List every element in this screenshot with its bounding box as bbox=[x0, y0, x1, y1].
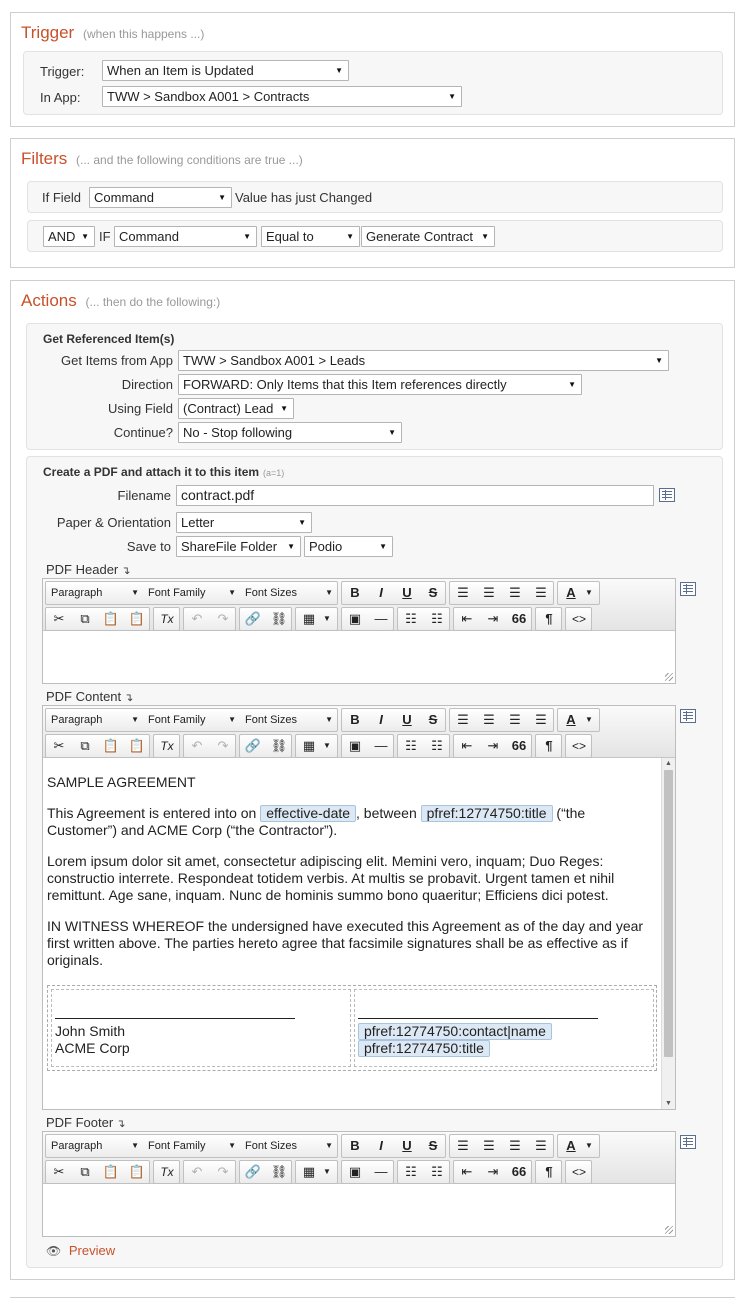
align-left-icon[interactable]: ☰ bbox=[457, 1138, 469, 1153]
align-left-icon[interactable]: ☰ bbox=[457, 712, 469, 727]
save-target-value: Podio bbox=[309, 539, 343, 554]
align-left-icon[interactable]: ☰ bbox=[457, 585, 469, 600]
paragraph-label: Paragraph bbox=[51, 1140, 103, 1152]
trigger-heading: Trigger bbox=[21, 23, 75, 42]
align-justify-icon[interactable]: ☰ bbox=[535, 1138, 547, 1153]
editor-body[interactable] bbox=[43, 1184, 675, 1236]
footer-field-picker-icon[interactable] bbox=[680, 1135, 696, 1149]
trigger-title bbox=[21, 23, 204, 43]
italic-button[interactable]: I bbox=[379, 712, 383, 727]
if-label: IF bbox=[99, 229, 111, 244]
condition-field-value: Command bbox=[119, 229, 179, 244]
chevron-down-icon[interactable]: ▼ bbox=[585, 588, 593, 597]
editor-scrollbar[interactable] bbox=[661, 758, 675, 1109]
paper-select[interactable] bbox=[176, 512, 312, 533]
get-app-value: TWW > Sandbox A001 > Leads bbox=[183, 353, 366, 368]
link-icon[interactable]: 🔗 bbox=[244, 738, 262, 753]
pdf-content-editor bbox=[42, 705, 676, 1110]
cut-icon[interactable]: ✂ bbox=[53, 1164, 65, 1179]
paragraph-1-text-c: (“the Customer”) and ACME Corp (“the Contractor”). bbox=[47, 805, 586, 838]
chevron-down-icon: ▼ bbox=[325, 588, 333, 597]
resize-handle-icon[interactable] bbox=[665, 1226, 673, 1234]
font-sizes-label: Font Sizes bbox=[245, 1140, 297, 1152]
resize-handle-icon[interactable] bbox=[665, 673, 673, 681]
chevron-down-icon: ▼ bbox=[81, 232, 89, 241]
trigger-label: Trigger: bbox=[40, 64, 85, 79]
condition-value-select[interactable] bbox=[361, 226, 495, 247]
list-group bbox=[397, 1160, 450, 1184]
app-label: In App: bbox=[40, 90, 81, 105]
filter-row-1 bbox=[27, 181, 723, 213]
bold-button[interactable]: B bbox=[350, 1138, 360, 1153]
preview-link[interactable] bbox=[46, 1243, 115, 1258]
direction-select[interactable] bbox=[178, 374, 582, 395]
scroll-down-icon[interactable]: ▼ bbox=[665, 1100, 672, 1107]
numbered-list-icon[interactable]: ☷ bbox=[431, 1164, 443, 1179]
eye-icon: 👁 bbox=[46, 1244, 62, 1258]
font-sizes-label: Font Sizes bbox=[245, 587, 297, 599]
bullet-list-icon[interactable]: ☷ bbox=[405, 1164, 417, 1179]
get-app-select[interactable] bbox=[178, 350, 669, 371]
scrollbar-thumb[interactable] bbox=[664, 770, 673, 1057]
code-icon[interactable]: <> bbox=[571, 612, 586, 626]
clear-format-icon[interactable]: Tx bbox=[160, 612, 174, 626]
format-group bbox=[45, 708, 338, 732]
filters-title bbox=[21, 149, 303, 169]
align-right-icon[interactable]: ☰ bbox=[509, 1138, 521, 1153]
align-right-icon[interactable]: ☰ bbox=[509, 585, 521, 600]
align-group bbox=[449, 708, 554, 732]
chevron-down-icon: ▼ bbox=[287, 542, 295, 551]
color-group bbox=[557, 581, 600, 605]
strikethrough-button[interactable]: S bbox=[428, 712, 438, 727]
signer-right-org bbox=[358, 1040, 490, 1057]
code-group bbox=[565, 607, 592, 631]
indent-group bbox=[453, 1160, 532, 1184]
pdf-content-label bbox=[46, 689, 133, 704]
history-group bbox=[183, 734, 236, 758]
pilcrow-group bbox=[535, 1160, 562, 1184]
bold-button[interactable]: B bbox=[350, 712, 360, 727]
redo-icon[interactable]: ↷ bbox=[217, 611, 229, 626]
pdf-footer-editor bbox=[42, 1131, 676, 1237]
align-center-icon[interactable]: ☰ bbox=[483, 585, 495, 600]
color-group bbox=[557, 708, 600, 732]
outdent-icon[interactable]: ⇤ bbox=[461, 611, 473, 626]
operator-value: Equal to bbox=[266, 229, 314, 244]
filters-subtitle: (... and the following conditions are true ...) bbox=[76, 153, 303, 167]
filter-row-2 bbox=[27, 220, 723, 252]
paragraph-1-text-a: This Agreement is entered into on bbox=[47, 805, 261, 821]
filter-field-value: Command bbox=[94, 190, 154, 205]
paragraph-label: Paragraph bbox=[51, 587, 103, 599]
paper-value: Letter bbox=[181, 515, 215, 530]
underline-button[interactable]: U bbox=[402, 585, 412, 600]
using-field-label: Using Field bbox=[107, 401, 173, 416]
pdf-footer-label bbox=[46, 1115, 125, 1130]
condition-value: Generate Contract bbox=[366, 229, 473, 244]
signer-right-name bbox=[358, 1023, 552, 1040]
outdent-icon[interactable]: ⇤ bbox=[461, 738, 473, 753]
pilcrow-icon[interactable]: ¶ bbox=[545, 738, 553, 753]
pilcrow-group bbox=[535, 734, 562, 758]
trigger-select-value: When an Item is Updated bbox=[107, 63, 254, 78]
clear-group bbox=[153, 607, 180, 631]
chevron-down-icon: ▼ bbox=[655, 356, 663, 365]
font-sizes-dropdown[interactable] bbox=[240, 583, 337, 603]
copy-icon[interactable]: ⧉ bbox=[80, 611, 90, 626]
continue-label: Continue? bbox=[113, 425, 173, 440]
text-style-group bbox=[341, 708, 446, 732]
next-panel-edge bbox=[10, 1297, 735, 1298]
underline-button[interactable]: U bbox=[402, 712, 412, 727]
get-app-label: Get Items from App bbox=[61, 353, 173, 368]
pdf-heading-text: Create a PDF and attach it to this item bbox=[43, 465, 260, 479]
copy-icon[interactable]: ⧉ bbox=[80, 738, 90, 753]
field-picker-icon[interactable] bbox=[659, 488, 675, 502]
chevron-down-icon: ▼ bbox=[228, 1141, 236, 1150]
indent-group bbox=[453, 607, 532, 631]
paragraph-1 bbox=[47, 805, 653, 839]
horizontal-rule-icon[interactable]: — bbox=[374, 1164, 388, 1179]
merge-tag[interactable]: effective-date bbox=[260, 805, 356, 822]
chevron-down-icon: ▼ bbox=[298, 518, 306, 527]
pdf-header-label-text: PDF Header bbox=[46, 562, 119, 577]
undo-icon[interactable]: ↶ bbox=[191, 1164, 203, 1179]
editor-toolbar bbox=[43, 706, 675, 758]
chevron-down-icon: ▼ bbox=[335, 66, 343, 75]
signature-cell-right bbox=[354, 989, 654, 1067]
scroll-up-icon[interactable]: ▲ bbox=[665, 760, 672, 767]
italic-button[interactable]: I bbox=[379, 1138, 383, 1153]
conjunction-value: AND bbox=[48, 229, 76, 244]
chevron-down-icon: ▼ bbox=[280, 404, 288, 413]
using-field-value: (Contract) Lead bbox=[183, 401, 274, 416]
cut-icon[interactable]: ✂ bbox=[53, 611, 65, 626]
link-group bbox=[239, 1160, 292, 1184]
signature-table[interactable] bbox=[47, 985, 657, 1071]
bold-button[interactable]: B bbox=[350, 585, 360, 600]
text-style-group bbox=[341, 1134, 446, 1158]
undo-icon[interactable]: ↶ bbox=[191, 738, 203, 753]
pilcrow-group bbox=[535, 607, 562, 631]
chevron-down-icon[interactable]: ▼ bbox=[585, 715, 593, 724]
font-sizes-dropdown[interactable] bbox=[240, 1136, 337, 1156]
pdf-heading-note: (a=1) bbox=[263, 468, 285, 478]
paste-text-icon[interactable]: 📋 bbox=[128, 738, 146, 753]
preview-label: Preview bbox=[68, 1243, 116, 1258]
font-sizes-label: Font Sizes bbox=[245, 714, 297, 726]
cut-icon[interactable]: ✂ bbox=[53, 738, 65, 753]
italic-button[interactable]: I bbox=[379, 585, 383, 600]
editor-body[interactable] bbox=[43, 758, 675, 1109]
format-group bbox=[45, 581, 338, 605]
font-family-dropdown[interactable] bbox=[143, 1136, 240, 1156]
merge-tag[interactable]: pfref:12774750:title bbox=[421, 805, 553, 822]
merge-tag[interactable]: pfref:12774750:contact|name bbox=[358, 1023, 552, 1040]
editor-body[interactable] bbox=[43, 631, 675, 683]
code-icon[interactable]: <> bbox=[571, 739, 586, 753]
header-field-picker-icon[interactable] bbox=[680, 582, 696, 596]
blockquote-icon[interactable]: 66 bbox=[511, 611, 527, 626]
paste-icon[interactable]: 📋 bbox=[102, 611, 120, 626]
chevron-down-icon: ▼ bbox=[131, 588, 139, 597]
document-title: SAMPLE AGREEMENT bbox=[47, 774, 196, 790]
app-select-value: TWW > Sandbox A001 > Contracts bbox=[107, 89, 310, 104]
paragraph-3: IN WITNESS WHEREOF the undersigned have executed this Agreement as of the day and year first written above. The parties hereto agree that facsimile signatures shall be as effective as if originals. bbox=[47, 918, 644, 968]
indent-icon[interactable]: ⇥ bbox=[487, 738, 499, 753]
font-family-label: Font Family bbox=[148, 714, 206, 726]
filename-label: Filename bbox=[117, 488, 171, 503]
if-field-label: If Field bbox=[42, 190, 82, 205]
chevron-down-icon[interactable]: ▼ bbox=[585, 1141, 593, 1150]
editor-toolbar bbox=[43, 579, 675, 631]
paragraph-dropdown[interactable] bbox=[46, 1136, 143, 1156]
unlink-icon[interactable]: ⛓ bbox=[270, 738, 288, 753]
code-group bbox=[565, 734, 592, 758]
clipboard-group bbox=[45, 734, 150, 758]
paragraph-label: Paragraph bbox=[51, 714, 103, 726]
save-to-select[interactable] bbox=[176, 536, 301, 557]
align-group bbox=[449, 581, 554, 605]
image-icon[interactable]: ▣ bbox=[348, 738, 362, 753]
trigger-select[interactable] bbox=[102, 60, 349, 81]
align-center-icon[interactable]: ☰ bbox=[483, 712, 495, 727]
undo-icon[interactable]: ↶ bbox=[191, 611, 203, 626]
actions-subtitle: (... then do the following:) bbox=[85, 295, 221, 309]
chevron-down-icon: ▼ bbox=[568, 380, 576, 389]
trigger-well bbox=[23, 51, 723, 115]
font-family-label: Font Family bbox=[148, 587, 206, 599]
history-group bbox=[183, 607, 236, 631]
pdf-footer-label-text: PDF Footer bbox=[46, 1115, 114, 1130]
chevron-down-icon: ▼ bbox=[228, 715, 236, 724]
actions-title bbox=[21, 291, 220, 311]
editor-toolbar bbox=[43, 1132, 675, 1184]
unlink-icon[interactable]: ⛓ bbox=[270, 611, 288, 626]
history-group bbox=[183, 1160, 236, 1184]
continue-value: No - Stop following bbox=[183, 425, 293, 440]
strikethrough-button[interactable]: S bbox=[428, 1138, 438, 1153]
direction-label: Direction bbox=[121, 377, 173, 392]
using-field-select[interactable] bbox=[178, 398, 294, 419]
chevron-down-icon: ▼ bbox=[325, 1141, 333, 1150]
operator-select[interactable] bbox=[261, 226, 360, 247]
table-group bbox=[295, 607, 338, 631]
chevron-down-icon[interactable]: ▼ bbox=[323, 1167, 331, 1176]
continue-select[interactable] bbox=[178, 422, 402, 443]
chevron-down-icon: ▼ bbox=[481, 232, 489, 241]
color-group bbox=[557, 1134, 600, 1158]
image-icon[interactable]: ▣ bbox=[348, 1164, 362, 1179]
align-center-icon[interactable]: ☰ bbox=[483, 1138, 495, 1153]
outdent-icon[interactable]: ⇤ bbox=[461, 1164, 473, 1179]
insert-group bbox=[341, 1160, 394, 1184]
filter-field-select[interactable] bbox=[89, 187, 232, 208]
paste-icon[interactable]: 📋 bbox=[102, 1164, 120, 1179]
underline-button[interactable]: U bbox=[402, 1138, 412, 1153]
insert-group bbox=[341, 734, 394, 758]
pdf-content-label-text: PDF Content bbox=[46, 689, 122, 704]
trigger-subtitle: (when this happens ...) bbox=[82, 27, 205, 41]
clipboard-group bbox=[45, 1160, 150, 1184]
font-sizes-dropdown[interactable] bbox=[240, 710, 337, 730]
chevron-down-icon: ▼ bbox=[228, 588, 236, 597]
bullet-list-icon[interactable]: ☷ bbox=[405, 738, 417, 753]
font-family-dropdown[interactable] bbox=[143, 583, 240, 603]
numbered-list-icon[interactable]: ☷ bbox=[431, 611, 443, 626]
clear-format-icon[interactable]: Tx bbox=[160, 1165, 174, 1179]
chevron-down-icon: ▼ bbox=[388, 428, 396, 437]
app-select[interactable] bbox=[102, 86, 462, 107]
link-group bbox=[239, 734, 292, 758]
merge-tag[interactable]: pfref:12774750:title bbox=[358, 1040, 490, 1057]
insert-group bbox=[341, 607, 394, 631]
image-icon[interactable]: ▣ bbox=[348, 611, 362, 626]
get-referenced-heading: Get Referenced Item(s) bbox=[43, 332, 175, 346]
list-group bbox=[397, 734, 450, 758]
chevron-down-icon: ▼ bbox=[243, 232, 251, 241]
horizontal-rule-icon[interactable]: — bbox=[374, 611, 388, 626]
clear-format-icon[interactable]: Tx bbox=[160, 739, 174, 753]
direction-value: FORWARD: Only Items that this Item references directly bbox=[183, 377, 507, 392]
font-color-button[interactable]: A bbox=[566, 712, 576, 727]
insert-arrow-icon[interactable]: ↴ bbox=[124, 692, 134, 704]
horizontal-rule-icon[interactable]: — bbox=[374, 738, 388, 753]
save-to-label: Save to bbox=[126, 539, 171, 554]
redo-icon[interactable]: ↷ bbox=[217, 1164, 229, 1179]
align-justify-icon[interactable]: ☰ bbox=[535, 585, 547, 600]
font-color-button[interactable]: A bbox=[566, 585, 576, 600]
table-group bbox=[295, 1160, 338, 1184]
chevron-down-icon: ▼ bbox=[325, 715, 333, 724]
table-icon[interactable]: ▦ bbox=[302, 611, 316, 626]
paragraph-dropdown[interactable] bbox=[46, 710, 143, 730]
link-icon[interactable]: 🔗 bbox=[244, 1164, 262, 1179]
copy-icon[interactable]: ⧉ bbox=[80, 1164, 90, 1179]
chevron-down-icon: ▼ bbox=[448, 92, 456, 101]
clear-group bbox=[153, 1160, 180, 1184]
blockquote-icon[interactable]: 66 bbox=[511, 738, 527, 753]
paper-label: Paper & Orientation bbox=[56, 515, 171, 530]
pdf-header-label bbox=[46, 562, 130, 577]
unlink-icon[interactable]: ⛓ bbox=[270, 1164, 288, 1179]
table-icon[interactable]: ▦ bbox=[302, 738, 316, 753]
bullet-list-icon[interactable]: ☷ bbox=[405, 611, 417, 626]
trigger-panel bbox=[10, 12, 735, 127]
link-icon[interactable]: 🔗 bbox=[244, 611, 262, 626]
clear-group bbox=[153, 734, 180, 758]
document-content[interactable] bbox=[43, 774, 657, 983]
numbered-list-icon[interactable]: ☷ bbox=[431, 738, 443, 753]
font-family-dropdown[interactable] bbox=[143, 710, 240, 730]
paragraph-2: Lorem ipsum dolor sit amet, consectetur adipiscing elit. Memini vero, inquam; Duo Reges: constructio interrete. Respondeat totidem verbis. At multis se probavit. Urgent tamen et nihil remittunt. Age sane, inquam. Nunc de hominis summo bono quaeritur; Efficiens dici potest. bbox=[47, 853, 615, 903]
condition-field-select[interactable] bbox=[114, 226, 257, 247]
code-icon[interactable]: <> bbox=[571, 1165, 586, 1179]
filename-input[interactable]: contract.pdf bbox=[176, 485, 654, 506]
actions-heading: Actions bbox=[21, 291, 77, 310]
paragraph-dropdown[interactable] bbox=[46, 583, 143, 603]
strikethrough-button[interactable]: S bbox=[428, 585, 438, 600]
signer-left-org: ACME Corp bbox=[55, 1040, 130, 1056]
table-icon[interactable]: ▦ bbox=[302, 1164, 316, 1179]
chevron-down-icon: ▼ bbox=[131, 715, 139, 724]
table-group bbox=[295, 734, 338, 758]
clipboard-group bbox=[45, 607, 150, 631]
link-group bbox=[239, 607, 292, 631]
text-style-group bbox=[341, 581, 446, 605]
pdf-header-editor bbox=[42, 578, 676, 684]
align-right-icon[interactable]: ☰ bbox=[509, 712, 521, 727]
paste-icon[interactable]: 📋 bbox=[102, 738, 120, 753]
blockquote-icon[interactable]: 66 bbox=[511, 1164, 527, 1179]
insert-arrow-icon[interactable]: ↴ bbox=[116, 1118, 126, 1130]
format-group bbox=[45, 1134, 338, 1158]
get-referenced-well bbox=[26, 323, 723, 450]
paste-text-icon[interactable]: 📋 bbox=[128, 611, 146, 626]
filter-suffix: Value has just Changed bbox=[235, 190, 373, 205]
save-to-value: ShareFile Folder bbox=[181, 539, 278, 554]
pilcrow-icon[interactable]: ¶ bbox=[545, 611, 553, 626]
filters-heading: Filters bbox=[21, 149, 68, 168]
save-target-select[interactable] bbox=[304, 536, 393, 557]
chevron-down-icon: ▼ bbox=[218, 193, 226, 202]
list-group bbox=[397, 607, 450, 631]
signature-cell-left bbox=[51, 989, 351, 1067]
signature-line bbox=[55, 1018, 295, 1019]
chevron-down-icon[interactable]: ▼ bbox=[323, 741, 331, 750]
chevron-down-icon: ▼ bbox=[346, 232, 354, 241]
paragraph-1-text-b: , between bbox=[356, 805, 421, 821]
signer-left-name: John Smith bbox=[55, 1023, 126, 1039]
paste-text-icon[interactable]: 📋 bbox=[128, 1164, 146, 1179]
indent-icon[interactable]: ⇥ bbox=[487, 1164, 499, 1179]
content-field-picker-icon[interactable] bbox=[680, 709, 696, 723]
font-family-label: Font Family bbox=[148, 1140, 206, 1152]
indent-group bbox=[453, 734, 532, 758]
chevron-down-icon: ▼ bbox=[131, 1141, 139, 1150]
indent-icon[interactable]: ⇥ bbox=[487, 611, 499, 626]
align-group bbox=[449, 1134, 554, 1158]
code-group bbox=[565, 1160, 592, 1184]
insert-arrow-icon[interactable]: ↴ bbox=[121, 565, 131, 577]
pdf-heading bbox=[43, 465, 284, 479]
font-color-button[interactable]: A bbox=[566, 1138, 576, 1153]
pilcrow-icon[interactable]: ¶ bbox=[545, 1164, 553, 1179]
chevron-down-icon: ▼ bbox=[379, 542, 387, 551]
filters-panel bbox=[10, 138, 735, 268]
align-justify-icon[interactable]: ☰ bbox=[535, 712, 547, 727]
signature-line bbox=[358, 1018, 598, 1019]
conjunction-select[interactable] bbox=[43, 226, 95, 247]
chevron-down-icon[interactable]: ▼ bbox=[323, 614, 331, 623]
redo-icon[interactable]: ↷ bbox=[217, 738, 229, 753]
